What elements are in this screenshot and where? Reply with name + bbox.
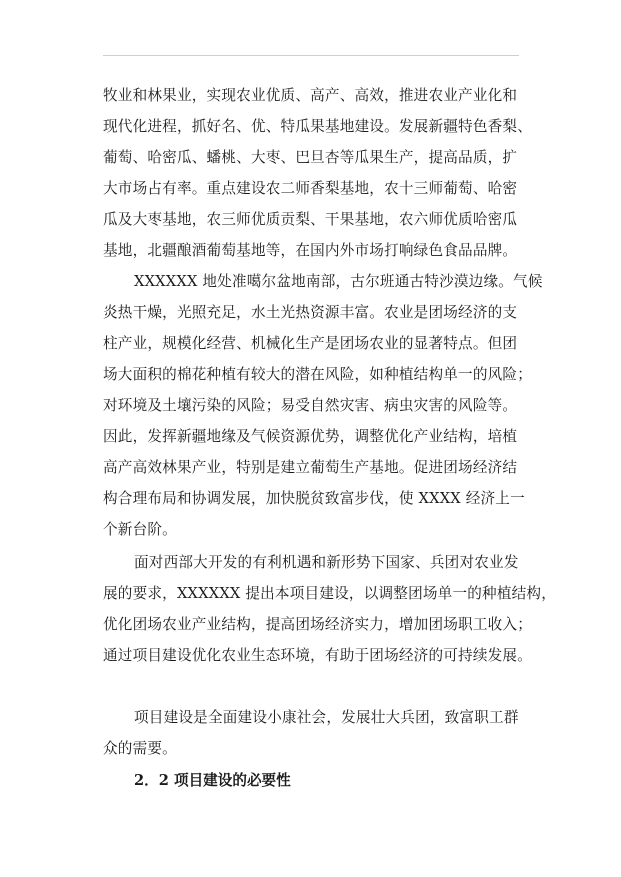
paragraph-1-line-6: 基地，北疆酿酒葡萄基地等，在国内外市场打响绿色食品品牌。 [103,242,518,259]
paragraph-2-line-4: 场大面积的棉花种植有较大的潜在风险，如种植结构单一的风险； [103,366,533,383]
paragraph-1-line-3: 葡萄、哈密瓜、蟠桃、大枣、巴旦杏等瓜果生产，提高品质，扩 [103,149,518,166]
paragraph-1-line-1: 牧业和林果业，实现农业优质、高产、高效，推进农业产业化和 [103,87,518,104]
paragraph-2-line-3: 柱产业，规模化经营、机械化生产是团场农业的显著特点。但团 [103,335,518,352]
paragraph-2-line-2: 炎热干燥，光照充足，水土光热资源丰富。农业是团场经济的支 [103,304,518,321]
page-header-rule [103,55,519,56]
paragraph-1-line-2: 现代化进程，抓好名、优、特瓜果基地建设。发展新疆特色香梨、 [103,118,533,135]
paragraph-1-line-4: 大市场占有率。重点建设农二师香梨基地，农十三师葡萄、哈密 [103,180,518,197]
paragraph-2-line-7: 高产高效林果产业，特别是建立葡萄生产基地。促进团场经济结 [103,459,518,476]
paragraph-2-line-9: 个新台阶。 [103,521,177,538]
paragraph-3-line-2: 展的要求，XXXXXX 提出本项目建设，以调整团场单一的种植结构， [103,585,557,602]
paragraph-3-line-1: 面对西部大开发的有利机遇和新形势下国家、兵团对农业发 [134,554,519,571]
paragraph-4-line-2: 众的需要。 [103,740,177,757]
paragraph-3-line-3: 优化团场农业产业结构，提高团场经济实力，增加团场职工收入； [103,616,533,633]
paragraph-2-line-8: 构合理布局和协调发展，加快脱贫致富步伐，使 XXXX 经济上一 [103,490,525,507]
paragraph-4-line-1: 项目建设是全面建设小康社会，发展壮大兵团，致富职工群 [134,709,519,726]
paragraph-2-line-1: XXXXXX 地处准噶尔盆地南部，古尔班通古特沙漠边缘。气候 [134,273,543,290]
paragraph-1-line-5: 瓜及大枣基地，农三师优质贡梨、干果基地，农六师优质哈密瓜 [103,211,518,228]
section-heading: 2．2 项目建设的必要性 [134,772,291,789]
paragraph-2-line-6: 因此，发挥新疆地缘及气候资源优势，调整优化产业结构，培植 [103,428,518,445]
paragraph-3-line-4: 通过项目建设优化农业生态环境，有助于团场经济的可持续发展。 [103,647,533,664]
paragraph-2-line-5: 对环境及土壤污染的风险；易受自然灾害、病虫灾害的风险等。 [103,397,518,414]
